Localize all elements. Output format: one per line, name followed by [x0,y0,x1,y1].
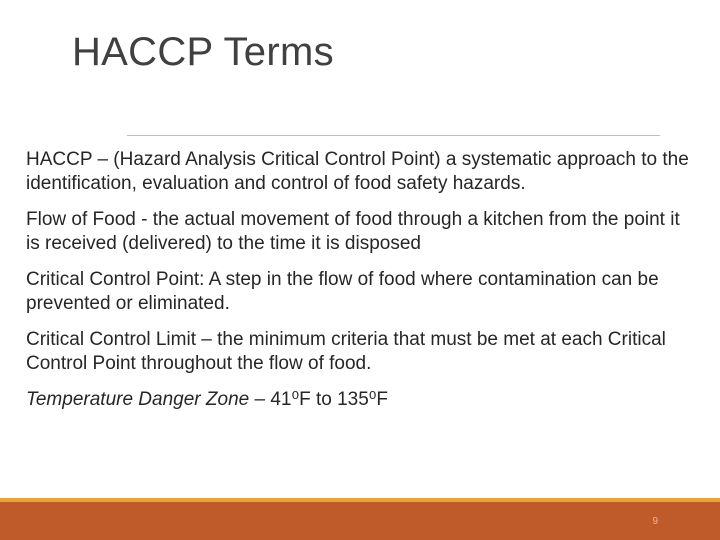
term-lead-italic: Temperature Danger Zone [26,389,250,410]
term-critical-control-point [26,268,698,316]
term-critical-control-limit [26,328,698,376]
page-number: 9 [652,516,658,527]
term-text: Flow of Food - the actual movement of food through a kitchen from the point it is received (delivered) to the time it is disposed [26,209,680,254]
term-text: Critical Control Point: A step in the flow of food where contamination can be prevented or eliminated. [26,269,659,314]
footer-band [0,502,720,540]
term-flow-of-food [26,208,698,256]
term-temperature-danger-zone [26,388,698,412]
term-text: HACCP – (Hazard Analysis Critical Control Point) a systematic approach to the identification, evaluation and control of food safety hazards. [26,149,689,194]
term-haccp [26,148,698,196]
title-divider [127,135,660,136]
slide-title: HACCP Terms [72,30,334,74]
slide-body [26,148,698,424]
term-text: Critical Control Limit – the minimum criteria that must be met at each Critical Control Point throughout the flow of food. [26,329,666,374]
term-text: – 41⁰F to 135⁰F [249,389,389,410]
